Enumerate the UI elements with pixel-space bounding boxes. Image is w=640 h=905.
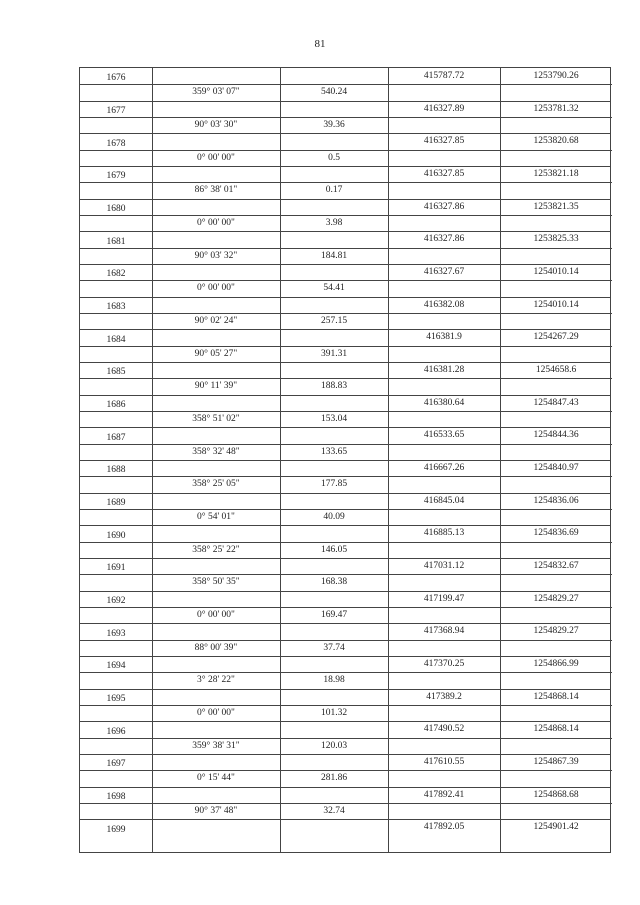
segment-distance: 133.65: [320, 446, 348, 457]
segment-distance: 39.36: [323, 120, 345, 130]
coordinate-y: 1254658.6: [535, 365, 577, 375]
bearing-angle: 90° 03' 32": [194, 250, 238, 261]
bearing-angle: 0° 00' 00": [197, 283, 235, 294]
segment-divider: [80, 640, 612, 641]
bearing-angle: 358° 25' 22": [192, 544, 240, 555]
point-number: 1679: [106, 171, 126, 182]
coordinate-x: 417368.94: [423, 626, 465, 637]
coordinate-y: 1253781.32: [533, 103, 579, 114]
coordinate-y: 1254867.39: [533, 757, 579, 767]
segment-distance: 32.74: [323, 806, 345, 816]
segment-divider: [80, 215, 612, 216]
point-number: 1694: [106, 661, 126, 672]
row-divider: [80, 460, 610, 461]
point-number: 1683: [106, 302, 126, 312]
segment-distance: 281.86: [320, 773, 348, 784]
row-divider: [80, 787, 610, 788]
segment-distance: 120.03: [320, 740, 348, 751]
segment-divider: [80, 444, 612, 445]
coordinate-y: 1254832.67: [533, 561, 579, 571]
point-number: 1682: [106, 269, 126, 280]
point-number: 1688: [106, 465, 126, 476]
row-divider: [80, 199, 610, 200]
bearing-angle: 0° 00' 00": [197, 610, 235, 620]
row-divider: [80, 362, 610, 363]
point-number: 1692: [106, 596, 126, 606]
point-number: 1689: [106, 498, 126, 508]
row-divider: [80, 656, 610, 657]
bearing-angle: 0° 00' 00": [197, 218, 235, 228]
coordinate-x: 416381.28: [423, 365, 465, 375]
segment-divider: [80, 607, 612, 608]
point-number: 1691: [106, 563, 126, 574]
coordinate-y: 1254844.36: [533, 430, 579, 441]
row-divider: [80, 329, 610, 330]
point-number: 1698: [106, 792, 126, 802]
segment-divider: [80, 672, 612, 673]
segment-divider: [80, 280, 612, 281]
segment-distance: 177.85: [320, 479, 348, 490]
point-number: 1690: [106, 530, 126, 541]
segment-divider: [80, 117, 612, 118]
segment-divider: [80, 574, 612, 575]
point-number: 1677: [106, 106, 126, 116]
coordinate-x: 416845.04: [423, 495, 465, 506]
coordinate-table: [79, 67, 611, 853]
coordinate-x: 416327.89: [423, 103, 465, 114]
coordinate-x: 417610.55: [423, 757, 465, 767]
row-divider: [80, 558, 610, 559]
segment-divider: [80, 150, 612, 151]
coordinate-x: 417892.41: [423, 789, 465, 800]
segment-distance: 168.38: [320, 577, 348, 588]
segment-distance: 54.41: [323, 283, 345, 294]
row-divider: [80, 101, 610, 102]
coordinate-y: 1254901.42: [533, 822, 579, 833]
row-divider: [80, 819, 610, 820]
bearing-angle: 358° 32' 48": [192, 446, 240, 457]
coordinate-x: 417031.12: [423, 561, 465, 571]
bearing-angle: 0° 54' 01": [197, 512, 235, 522]
row-divider: [80, 721, 610, 722]
segment-divider: [80, 803, 612, 804]
coordinate-x: 416885.13: [423, 528, 465, 539]
segment-divider: [80, 411, 612, 412]
segment-distance: 391.31: [320, 348, 348, 359]
segment-distance: 146.05: [320, 544, 348, 555]
bearing-angle: 90° 05' 27": [194, 348, 238, 359]
bearing-angle: 358° 51' 02": [192, 414, 240, 424]
point-number: 1680: [106, 204, 126, 214]
bearing-angle: 86° 38' 01": [194, 185, 238, 196]
segment-distance: 540.24: [320, 87, 348, 98]
coordinate-y: 1253825.33: [533, 234, 579, 245]
coordinate-y: 1254868.68: [533, 789, 579, 800]
row-divider: [80, 231, 610, 232]
segment-divider: [80, 248, 612, 249]
coordinate-y: 1254840.97: [533, 463, 579, 473]
bearing-angle: 3° 28' 22": [197, 675, 235, 686]
bearing-angle: 358° 25' 05": [192, 479, 240, 490]
bearing-angle: 359° 03' 07": [192, 87, 240, 98]
segment-divider: [80, 509, 612, 510]
bearing-angle: 88° 00' 39": [194, 642, 238, 653]
point-number: 1697: [106, 759, 126, 770]
coordinate-y: 1253821.35: [533, 201, 579, 212]
segment-divider: [80, 705, 612, 706]
coordinate-y: 1254836.69: [533, 528, 579, 539]
bearing-angle: 90° 03' 30": [194, 120, 238, 130]
bearing-angle: 0° 15' 44": [197, 773, 235, 784]
bearing-angle: 90° 37' 48": [194, 806, 238, 816]
coordinate-x: 417490.52: [423, 724, 465, 735]
segment-distance: 3.98: [325, 218, 343, 228]
segment-distance: 18.98: [323, 675, 345, 686]
row-divider: [80, 493, 610, 494]
coordinate-y: 1254010.14: [533, 267, 579, 277]
segment-distance: 37.74: [323, 642, 345, 653]
coordinate-y: 1254267.29: [533, 332, 579, 343]
point-number: 1687: [106, 432, 126, 443]
coordinate-x: 416327.86: [423, 201, 465, 212]
point-number: 1699: [106, 824, 126, 835]
bearing-angle: 0° 00' 00": [197, 708, 235, 718]
coordinate-x: 416327.85: [423, 136, 465, 147]
row-divider: [80, 427, 610, 428]
bearing-angle: 358° 50' 35": [192, 577, 240, 588]
row-divider: [80, 264, 610, 265]
point-number: 1695: [106, 694, 126, 704]
row-divider: [80, 133, 610, 134]
row-divider: [80, 297, 610, 298]
segment-divider: [80, 313, 612, 314]
coordinate-x: 416327.85: [423, 169, 465, 179]
point-number: 1681: [106, 236, 126, 247]
coordinate-y: 1254847.43: [533, 397, 579, 408]
segment-distance: 0.5: [328, 152, 340, 163]
segment-distance: 0.17: [325, 185, 343, 196]
point-number: 1693: [106, 628, 126, 639]
coordinate-x: 415787.72: [423, 71, 465, 81]
row-divider: [80, 525, 610, 526]
coordinate-y: 1253820.68: [533, 136, 579, 147]
coordinate-y: 1254829.27: [533, 593, 579, 604]
coordinate-x: 417199.47: [423, 593, 465, 604]
coordinate-x: 416381.9: [426, 332, 462, 343]
bearing-angle: 90° 11' 39": [194, 381, 238, 392]
segment-divider: [80, 84, 612, 85]
coordinate-y: 1254868.14: [533, 691, 579, 702]
point-number: 1696: [106, 726, 126, 737]
coordinate-y: 1254836.06: [533, 495, 579, 506]
point-number: 1685: [106, 367, 126, 378]
coordinate-y: 1254866.99: [533, 659, 579, 669]
point-number: 1686: [106, 400, 126, 410]
coordinate-x: 417389.2: [426, 691, 462, 702]
coordinate-y: 1254010.14: [533, 299, 579, 310]
row-divider: [80, 591, 610, 592]
bearing-angle: 0° 00' 00": [197, 152, 235, 163]
segment-distance: 257.15: [320, 316, 348, 326]
coordinate-y: 1254868.14: [533, 724, 579, 735]
segment-distance: 188.83: [320, 381, 348, 392]
segment-distance: 184.81: [320, 250, 348, 261]
row-divider: [80, 395, 610, 396]
coordinate-x: 417892.05: [423, 822, 465, 833]
bearing-angle: 359° 38' 31": [192, 740, 240, 751]
coordinate-y: 1253790.26: [533, 71, 579, 81]
coordinate-x: 416667.26: [423, 463, 465, 473]
segment-divider: [80, 346, 612, 347]
row-divider: [80, 689, 610, 690]
coordinate-x: 417370.25: [423, 659, 465, 669]
segment-distance: 169.47: [320, 610, 348, 620]
point-number: 1678: [106, 138, 126, 149]
coordinate-x: 416382.08: [423, 299, 465, 310]
coordinate-x: 416380.64: [423, 397, 465, 408]
row-divider: [80, 166, 610, 167]
row-divider: [80, 754, 610, 755]
segment-divider: [80, 770, 612, 771]
segment-divider: [80, 542, 612, 543]
segment-distance: 153.04: [320, 414, 348, 424]
point-number: 1676: [106, 73, 126, 84]
coordinate-y: 1254829.27: [533, 626, 579, 637]
segment-distance: 101.32: [320, 708, 348, 718]
segment-divider: [80, 738, 612, 739]
page-number: 81: [314, 38, 326, 50]
segment-divider: [80, 182, 612, 183]
coordinate-x: 416533.65: [423, 430, 465, 441]
bearing-angle: 90° 02' 24": [194, 316, 238, 326]
row-divider: [80, 623, 610, 624]
coordinate-y: 1253821.18: [533, 169, 579, 179]
segment-divider: [80, 378, 612, 379]
coordinate-x: 416327.67: [423, 267, 465, 277]
point-number: 1684: [106, 334, 126, 345]
segment-divider: [80, 476, 612, 477]
coordinate-x: 416327.86: [423, 234, 465, 245]
segment-distance: 40.09: [323, 512, 345, 522]
